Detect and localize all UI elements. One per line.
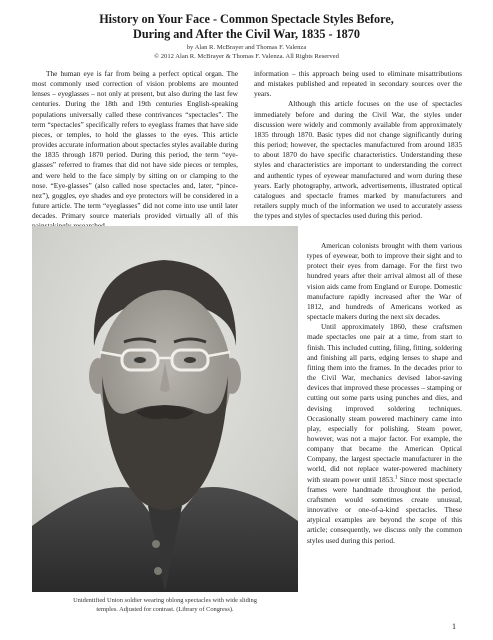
title-line-1: History on Your Face - Common Spectacle Styles Before, xyxy=(99,12,394,26)
craftsmen-text-b: Since most spectacle frames were handmade throughout the period, craftsmen would sometimes create unusual, innovative or one-of-a-kind spectacles. These atypical examples are beyond the scope of this article; consequently, we discuss only the common styles used during this period. xyxy=(307,474,462,545)
authors: by Alan R. McBrayer and Thomas F. Valenza xyxy=(186,44,307,51)
copyright: © 2012 Alan R. McBrayer & Thomas F. Valenza. All Rights Reserved xyxy=(154,52,339,60)
soldier-photo xyxy=(32,226,298,592)
right-column-narrow xyxy=(307,241,462,546)
byline xyxy=(0,44,493,61)
craftsmen-text-a: Until approximately 1860, these craftsmen made spectacles one pair at a time, from start to finish. This included cutting, filing, fitting, soldering and finishing all parts, edging lenses to shape and fitting them into the frames. In the decades prior to the Civil War, mechanics devised labor-saving devices that improved these processes – stamping or cutting out some parts using punches and dies, and devising improved soldering techniques. Occasionally steam powered machinery came into play, especially for polishing. Steam power, however, was not a major factor. For example, the company that became the American Optical Company, the largest spectacle manufacturer in the world, did not replace water-powered machinery with steam power until 1853. xyxy=(307,322,462,484)
caption-line-2: temples. Adjusted for contrast. (Library of Congress). xyxy=(96,606,234,613)
title-line-2: During and After the Civil War, 1835 - 1870 xyxy=(133,27,360,41)
paragraph-colonists: American colonists brought with them various types of eyewear, both to improve their sight and to protect their eyes from damage. For the first two hundred years after their arrival almost all of these vision aids came from England or Europe. Domestic manufacture rapidly increased after the War of 1812, and hundreds of Americans worked as spectacle makers during the next six decades. xyxy=(307,241,462,322)
paragraph-craftsmen xyxy=(307,322,462,545)
article-title xyxy=(0,12,493,42)
intro-paragraph: The human eye is far from being a perfect optical organ. The most commonly used correction of vision problems are mounted lenses – eyeglasses – not only at present, but also during the last few centuries. During the 18th and 19th centuries English-speaking populations universally called these contrivances “spectacles”. The term “spectacles” specifically refers to eyeglass frames that have side pieces, or temples, to hold the glasses to the eyes. This article provides accurate information about spectacles styles available during the 1835 through 1870 period. During this period, the term “eye-glasses” referred to frames that did not have side pieces or temples, and were held to the face simply by sitting on or clamping to the nose. “Eye-glasses” (also called nose spectacles and, later, “pince-nez”), goggles, eye shades and eye protectors will be considered in a future article. The term “eyeglasses” did not come into use until later decades. Primary source materials provided virtually all of this xyxy=(32,69,238,221)
paragraph-focus: Although this article focuses on the use of spectacles immediately before and during the Civil War, the styles under discussion were widely and commonly available from approximately 1835 through 1870. Basic types did not change significantly during this period; however, the spectacles manufactured from around 1835 to about 1870 do have specific characteristics. Understanding these styles and characteristics are important to understanding the correct and authentic types of eyewear manufactured and worn during these years. Early photography, artwork, advertisements, illustrated optical catalogues and spectacle frames marked by manufacturers and retailers supply much of the information we used to accurately assess the types and styles of spectacles used during this period. xyxy=(254,99,462,221)
left-column xyxy=(32,69,238,232)
footnote-mark: 1 xyxy=(394,475,398,481)
caption-line-1: Unidentified Union soldier wearing oblong spectacles with wide sliding xyxy=(73,597,257,604)
soldier-portrait-image xyxy=(32,226,298,592)
photo-caption xyxy=(32,596,298,614)
paragraph-continuation: information – this approach being used to eliminate misattributions and mistakes published and repeated in secondary sources over the years. xyxy=(254,69,462,99)
right-column-top xyxy=(254,69,462,221)
page-number: 1 xyxy=(452,622,456,631)
